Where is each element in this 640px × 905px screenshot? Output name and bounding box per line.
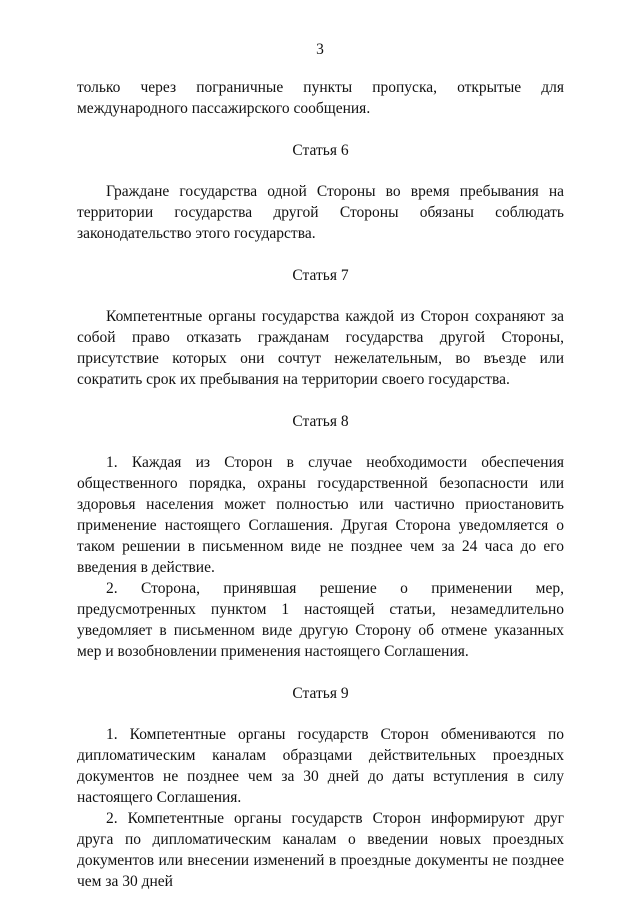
page-number: 3 [316,41,324,58]
article-7-heading: Статья 7 [292,267,349,284]
article-8-heading: Статья 8 [292,413,349,430]
article-9-paragraph-1: 1. Компетентные органы государств Сторон обмениваются по дипломатическим каналам образцами действительных проездных документов не позднее чем за 30 дней до даты вступления в силу настоящего Соглашения. [77,726,564,806]
article-7-paragraph: Компетентные органы государства каждой из Сторон сохраняют за собой право отказать гражданам государства другой Стороны, присутствие которых они сочтут нежелательным, во въезде или сократить срок их пребывания на территории своего государства. [77,308,564,388]
article-8-paragraph-1: 1. Каждая из Сторон в случае необходимости обеспечения общественного порядка, охраны государственной безопасности или здоровья населения может полностью или частично приостановить применение настоящего Соглашения. Другая Сторона уведомляется о таком решении в письменном виде не позднее чем за 24 часа до его введения в действие. [77,454,564,576]
article-9-paragraph-2: 2. Компетентные органы государств Сторон информируют друг друга по дипломатическим каналам о введении новых проездных документов или внесении изменений в проездные документы не позднее чем за 30 дней [77,810,564,890]
article-6-heading: Статья 6 [292,142,349,159]
paragraph-continuation: только через пограничные пункты пропуска, открытые для международного пассажирского сообщения. [77,79,564,117]
article-6-paragraph: Граждане государства одной Стороны во время пребывания на территории государства другой Стороны обязаны соблюдать законодательство этого государства. [77,183,564,242]
document-body [77,77,564,892]
article-9-heading: Статья 9 [292,685,349,702]
article-8-paragraph-2: 2. Сторона, принявшая решение о применении мер, предусмотренных пунктом 1 настоящей статьи, незамедлительно уведомляет в письменном виде другую Сторону об отмене указанных мер и возобновлении применения настоящего Соглашения. [77,580,564,660]
